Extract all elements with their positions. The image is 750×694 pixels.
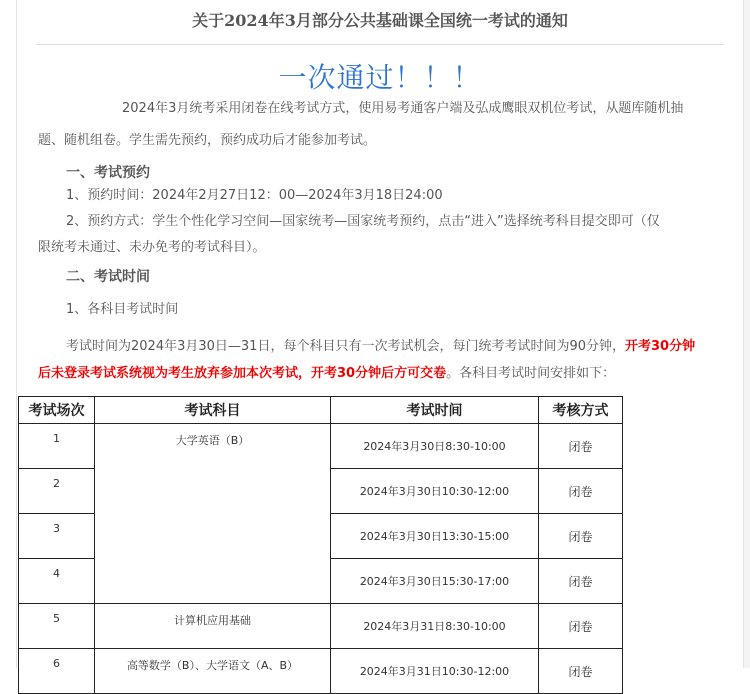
subject-cell: 高等数学（B）、大学语文（A、B）: [95, 649, 331, 694]
table-row: [19, 424, 623, 469]
time-cell: 2024年3月30日10:30-12:00: [331, 469, 539, 514]
time-cell: 2024年3月30日8:30-10:00: [331, 424, 539, 469]
section1-heading: 一、考试预约: [66, 165, 150, 181]
session-number: 3: [19, 514, 95, 559]
mode-cell: 闭卷: [539, 649, 623, 694]
session-number: 6: [19, 649, 95, 694]
time-cell: 2024年3月31日10:30-12:00: [331, 649, 539, 694]
schedule-para-emphasis-1: 开考30分钟: [624, 339, 696, 354]
mode-cell: 闭卷: [539, 604, 623, 649]
session-number: 1: [19, 424, 95, 469]
session-number: 2: [19, 469, 95, 514]
time-cell: 2024年3月30日15:30-17:00: [331, 559, 539, 604]
intro-line-1: 2024年3月统考采用闭卷在线考试方式，使用易考通客户端及弘成鹰眼双机位考试，从题库随机抽: [122, 101, 684, 116]
section1-item2-line1: 2、预约方式：学生个性化学习空间—国家统考—国家统考预约，点击“进入”选择统考科目提交即可（仅: [66, 214, 660, 229]
header-subject: 考试科目: [95, 397, 331, 424]
mode-cell: 闭卷: [539, 559, 623, 604]
scrollbar[interactable]: [744, 0, 750, 668]
schedule-para-prefix: 考试时间为2024年3月30日—31日，每个科目只有一次考试机会，每门统考考试时间为90分钟，: [66, 339, 625, 354]
section1-item2-line2: 限统考未通过、未办免考的考试科目）。: [38, 240, 266, 255]
table-row: [19, 649, 623, 694]
section2-item1: 1、各科目考试时间: [66, 302, 179, 317]
schedule-para-line2: [38, 359, 738, 389]
title-divider: [36, 44, 724, 45]
session-number: 5: [19, 604, 95, 649]
table-header-row: [19, 397, 623, 424]
intro-line-2: 题、随机组卷。学生需先预约，预约成功后才能参加考试。: [38, 133, 377, 148]
page-title: 关于2024年3月部分公共基础课全国统一考试的通知: [192, 11, 568, 30]
header-mode: 考核方式: [539, 397, 623, 424]
subject-cell: 计算机应用基础: [95, 604, 331, 649]
time-cell: 2024年3月30日13:30-15:00: [331, 514, 539, 559]
header-time: 考试时间: [331, 397, 539, 424]
schedule-para-suffix: 。各科目考试时间安排如下：: [446, 366, 616, 381]
table-row: [19, 604, 623, 649]
headline: 一次通过！！！: [278, 61, 482, 94]
mode-cell: 闭卷: [539, 424, 623, 469]
section2-heading: 二、考试时间: [66, 269, 150, 285]
time-cell: 2024年3月31日8:30-10:00: [331, 604, 539, 649]
schedule-para-line1: [66, 332, 726, 362]
section1-item1: 1、预约时间：2024年2月27日12：00—2024年3月18日24:00: [66, 188, 443, 203]
mode-cell: 闭卷: [539, 469, 623, 514]
schedule-para-emphasis-2: 后未登录考试系统视为考生放弃参加本次考试，开考30分钟后方可交卷: [38, 366, 447, 381]
mode-cell: 闭卷: [539, 514, 623, 559]
header-session: 考试场次: [19, 397, 95, 424]
subject-cell: 大学英语（B）: [95, 424, 331, 604]
session-number: 4: [19, 559, 95, 604]
exam-schedule-table: [18, 396, 623, 694]
